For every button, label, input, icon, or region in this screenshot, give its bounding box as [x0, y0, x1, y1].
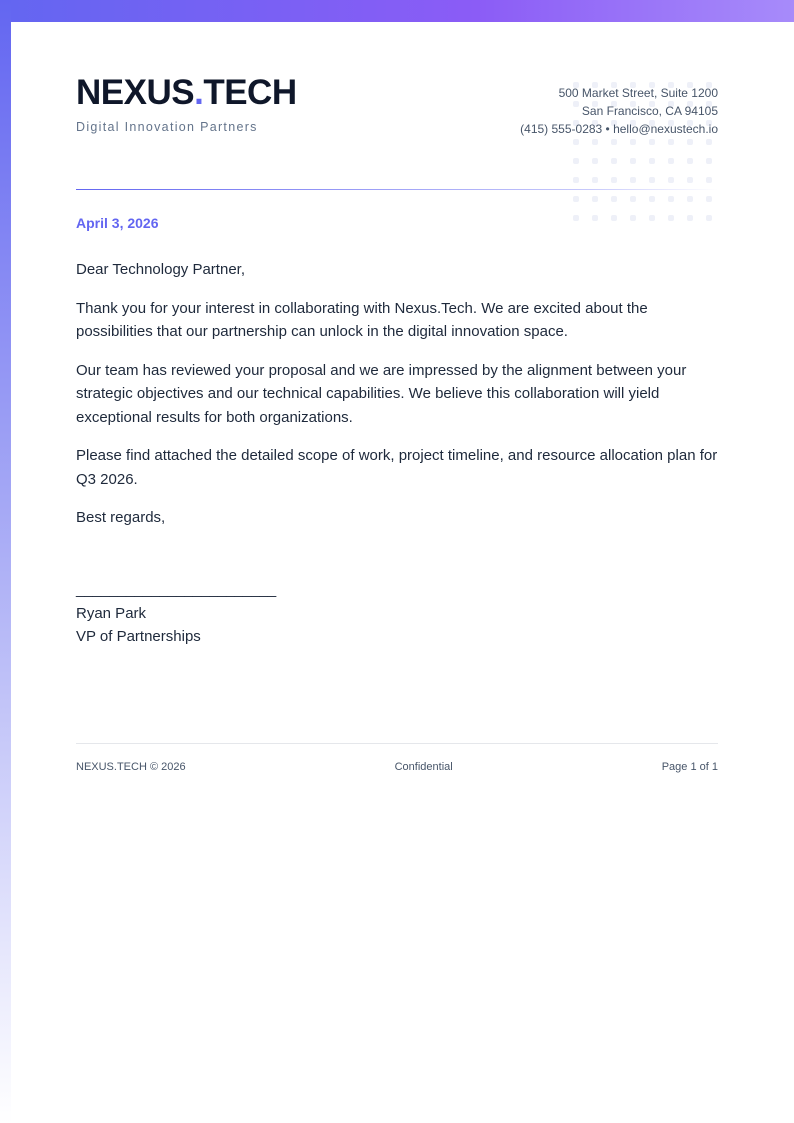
tagline: Digital Innovation Partners — [76, 120, 258, 134]
letter-date: April 3, 2026 — [76, 215, 159, 231]
decorative-dot — [611, 196, 617, 202]
signer-title: VP of Partnerships — [76, 628, 201, 645]
decorative-dot — [687, 177, 693, 183]
decorative-dot — [573, 215, 579, 221]
logo-text-nexus: NEXUS — [76, 73, 195, 112]
decorative-dot — [706, 177, 712, 183]
footer — [76, 761, 718, 773]
decorative-dot — [573, 196, 579, 202]
paragraph: Please find attached the detailed scope of work, project timeline, and resource allocation plan for Q3 2026. — [76, 447, 718, 488]
decorative-dot — [687, 158, 693, 164]
paragraph: Our team has reviewed your proposal and we are impressed by the alignment between your strategic objectives and our technical capabilities. We believe this collaboration will yield exceptional results for both organizations. — [76, 361, 687, 426]
decorative-dot — [573, 158, 579, 164]
company-address — [520, 84, 718, 138]
signature-block — [76, 578, 276, 649]
address-contact: (415) 555-0283 • hello@nexustech.io — [520, 122, 718, 136]
decorative-dot — [668, 177, 674, 183]
decorative-dot — [649, 139, 655, 145]
decorative-dot — [649, 196, 655, 202]
decorative-dot — [649, 215, 655, 221]
decorative-dot — [611, 215, 617, 221]
decorative-dot — [592, 139, 598, 145]
letter-body — [76, 258, 718, 545]
decorative-dot — [668, 139, 674, 145]
decorative-dot — [611, 177, 617, 183]
decorative-dot — [592, 177, 598, 183]
footer-divider — [76, 743, 718, 744]
footer-copyright: NEXUS.TECH © 2026 — [76, 761, 186, 773]
decorative-dot — [630, 177, 636, 183]
signature-line: ________________________ — [76, 581, 277, 598]
logo-text-tech: TECH — [203, 73, 297, 112]
decorative-dot — [687, 215, 693, 221]
decorative-dot — [592, 158, 598, 164]
decorative-dot — [630, 158, 636, 164]
paragraph: Thank you for your interest in collaborating with Nexus.Tech. We are excited about the possibilities that our partnership can unlock in the digital innovation space. — [76, 299, 648, 340]
decorative-dot — [630, 139, 636, 145]
decorative-dot — [687, 196, 693, 202]
decorative-dot — [649, 158, 655, 164]
footer-confidential: Confidential — [394, 761, 453, 773]
decorative-dot — [706, 139, 712, 145]
decorative-dot — [573, 139, 579, 145]
decorative-dot — [630, 215, 636, 221]
decorative-dot — [668, 215, 674, 221]
decorative-dot — [592, 196, 598, 202]
company-logo — [76, 72, 297, 114]
decorative-dot — [687, 139, 693, 145]
decorative-dot — [668, 158, 674, 164]
top-gradient-bar — [0, 0, 794, 22]
decorative-dot — [706, 215, 712, 221]
decorative-dot — [706, 158, 712, 164]
footer-page-number: Page 1 of 1 — [661, 761, 718, 773]
decorative-dot — [630, 196, 636, 202]
signer-name: Ryan Park — [76, 604, 147, 622]
address-street: 500 Market Street, Suite 1200 — [558, 86, 718, 100]
address-city: San Francisco, CA 94105 — [581, 104, 718, 118]
decorative-dot — [668, 196, 674, 202]
logo-dot: . — [194, 73, 204, 112]
salutation: Dear Technology Partner, — [76, 261, 245, 278]
decorative-dot — [592, 215, 598, 221]
closing: Best regards, — [76, 509, 166, 526]
decorative-dot — [649, 177, 655, 183]
header-divider — [76, 189, 718, 190]
side-gradient-bar — [0, 0, 11, 1123]
decorative-dot — [611, 158, 617, 164]
decorative-dot — [706, 196, 712, 202]
decorative-dot — [573, 177, 579, 183]
decorative-dot — [611, 139, 617, 145]
